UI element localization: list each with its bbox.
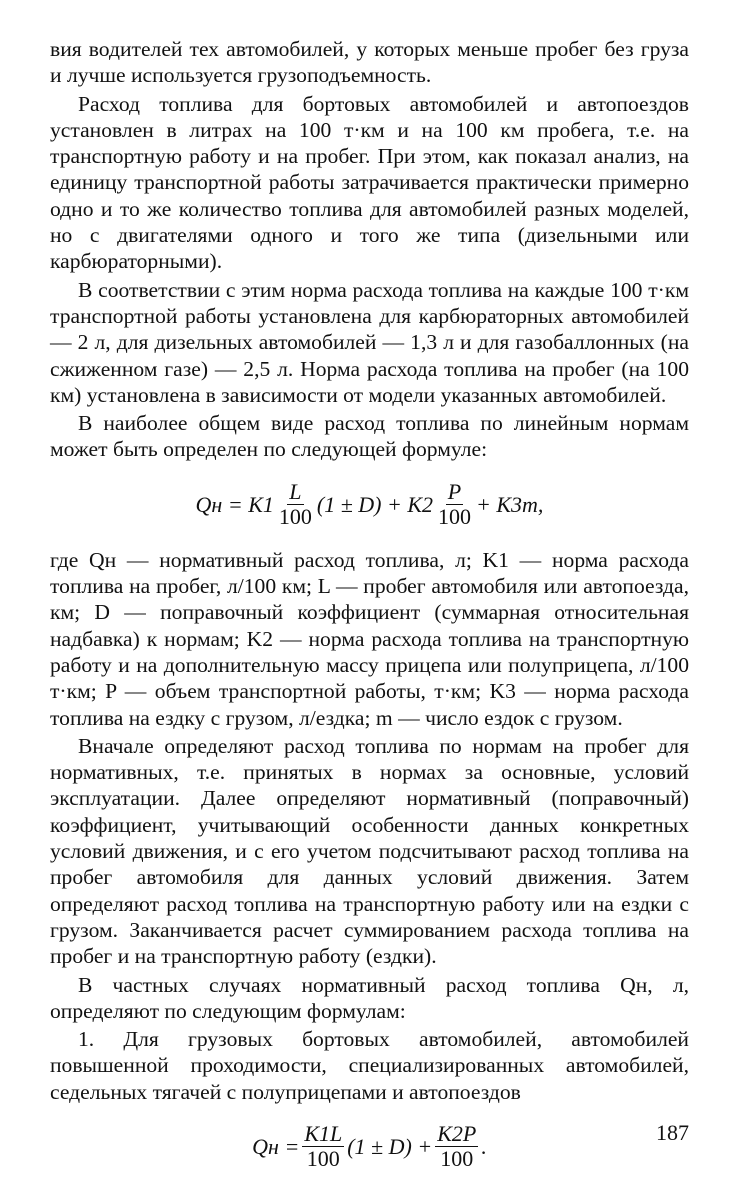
fraction-2-denominator: 100 xyxy=(440,1146,474,1172)
formula-trucks-middle: (1 ± D) + xyxy=(347,1133,433,1159)
formula-general xyxy=(50,473,689,537)
formula-general-lhs: Qн = K1 xyxy=(195,491,274,517)
paragraph-6: Вначале определяют расход топлива по нормам на пробег для нормативных, т.е. принятых в нормах за основные, условий эксплуатации. Далее определяют нормативный (поправочный) коэффициент, учитывающий особенности данных конкретных условий движения, и с его учетом подсчитывают расход топлива на пробег автомобиля для данных условий движения. Затем определяют расход топлива на транспортную работу или на ездки с грузом. Заканчивается расчет суммированием расхода топлива на пробег и на транспортную работу (ездки). xyxy=(50,733,689,969)
fraction-2-numerator: P xyxy=(447,479,462,505)
formula-general-tail: + K3m, xyxy=(476,491,544,517)
paragraph-2: Расход топлива для бортовых автомобилей и автопоездов установлен в литрах на 100 т·км и на 100 км пробега, т.е. на транспортную работу и на пробег. При этом, как показал анализ, на единицу транспортной работы затрачивается практически примерно одно и то же количество топлива для автомобилей разных моделей, но с двигателями одного и того же типа (дизельными или карбюраторными). xyxy=(50,91,689,274)
paragraph-7: В частных случаях нормативный расход топлива Qн, л, определяют по следующим формулам: xyxy=(50,972,689,1023)
page-number: 187 xyxy=(656,1120,689,1145)
fraction-1-numerator: L xyxy=(289,479,302,505)
paragraph-8: 1. Для грузовых бортовых автомобилей, автомобилей повышенной проходимости, специализированных автомобилей, седельных тягачей с полуприцепами и автопоездов xyxy=(50,1027,689,1104)
paragraph-1: вия водителей тех автомобилей, у которых меньше пробег без груза и лучше используется грузоподъемность. xyxy=(50,37,689,88)
fraction-2-numerator: K2P xyxy=(437,1121,477,1147)
formula-trucks xyxy=(50,1115,689,1179)
formula-general-middle: (1 ± D) + K2 xyxy=(316,491,434,517)
paragraph-5: где Qн — нормативный расход топлива, л; K1 — норма расхода топлива на пробег, л/100 км; L — пробег автомобиля или автопоезда, км; D — поправочный коэффициент (суммарная относительная надбавка) к нормам; K2 — норма расхода топлива на транспортную работу и на дополнительную массу прицепа или полуприцепа, л/100 т·км; P — объем транспортной работы, т·км; K3 — норма расхода топлива на ездку с грузом, л/ездка; m — число ездок с грузом. xyxy=(50,547,689,730)
paragraph-4: В наиболее общем виде расход топлива по линейным нормам может быть определен по следующей формуле: xyxy=(50,411,689,462)
formula-trucks-fraction-1 xyxy=(302,1122,344,1171)
fraction-1-numerator: K1L xyxy=(304,1121,343,1147)
formula-general-fraction-2 xyxy=(436,480,473,529)
fraction-1-denominator: 100 xyxy=(278,504,312,530)
formula-trucks-fraction-2 xyxy=(435,1122,478,1171)
paragraph-3: В соответствии с этим норма расхода топлива на каждые 100 т·км транспортной работы установлена для карбюраторных автомобилей — 2 л, для дизельных автомобилей — 1,3 л и для газобаллонных (на сжиженном газе) — 2,5 л. Норма расхода топлива на пробег (на 100 км) установлена в зависимости от модели указанных автомобилей. xyxy=(50,277,689,407)
formula-trucks-tail: . xyxy=(481,1133,487,1159)
formula-trucks-lhs: Qн = xyxy=(252,1133,300,1159)
fraction-2-denominator: 100 xyxy=(438,504,472,530)
formula-general-fraction-1 xyxy=(277,480,314,529)
fraction-1-denominator: 100 xyxy=(306,1146,340,1172)
